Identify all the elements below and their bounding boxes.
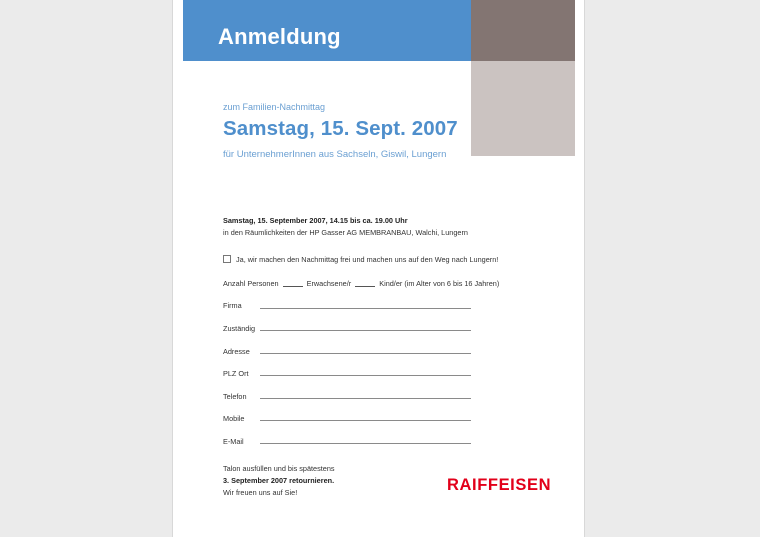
adults-count-field[interactable] [283,286,303,287]
footer-instruction: Talon ausfüllen und bis spätestens [223,464,335,473]
checkbox-label: Ja, wir machen den Nachmittag frei und machen uns auf den Weg nach Lungern! [236,255,499,264]
field-line-plz-ort[interactable] [260,375,471,376]
persons-label: Anzahl Personen [223,279,279,288]
field-line-mobile[interactable] [260,420,471,421]
field-label-mobile: Mobile [223,414,245,423]
event-subtitle: zum Familien-Nachmittag [223,102,326,112]
field-label-firma: Firma [223,301,242,310]
attendance-checkbox-row[interactable] [223,255,498,264]
field-line-firma[interactable] [260,308,471,309]
field-line-adresse[interactable] [260,353,471,354]
children-count-field[interactable] [355,286,375,287]
field-line-email[interactable] [260,443,471,444]
field-label-adresse: Adresse [223,347,250,356]
raiffeisen-logo: RAIFFEISEN [447,476,552,494]
event-date-time: Samstag, 15. September 2007, 14.15 bis ca. 19.00 Uhr [223,216,408,225]
field-label-plz-ort: PLZ Ort [223,369,249,378]
field-line-telefon[interactable] [260,398,471,399]
event-venue: in den Räumlichkeiten der HP Gasser AG MEMBRANBAU, Walchi, Lungern [223,228,468,237]
children-label: Kind/er (im Alter von 6 bis 16 Jahren) [379,279,500,288]
decorative-square-light [471,61,575,156]
checkbox[interactable] [223,255,231,263]
field-label-telefon: Telefon [223,392,247,401]
field-label-email: E-Mail [223,437,244,446]
footer-deadline: 3. September 2007 retournieren. [223,476,335,485]
banner-title: Anmeldung [218,24,341,49]
footer-greeting: Wir freuen uns auf Sie! [223,488,298,497]
persons-row [223,279,499,288]
event-audience: für UnternehmerInnen aus Sachseln, Giswil, Lungern [223,149,447,160]
decorative-square-dark [471,0,575,61]
field-line-zustaendig[interactable] [260,330,471,331]
event-headline: Samstag, 15. Sept. 2007 [223,117,458,140]
adults-label: Erwachsene/r [306,279,352,288]
field-label-zustaendig: Zuständig [223,324,256,333]
